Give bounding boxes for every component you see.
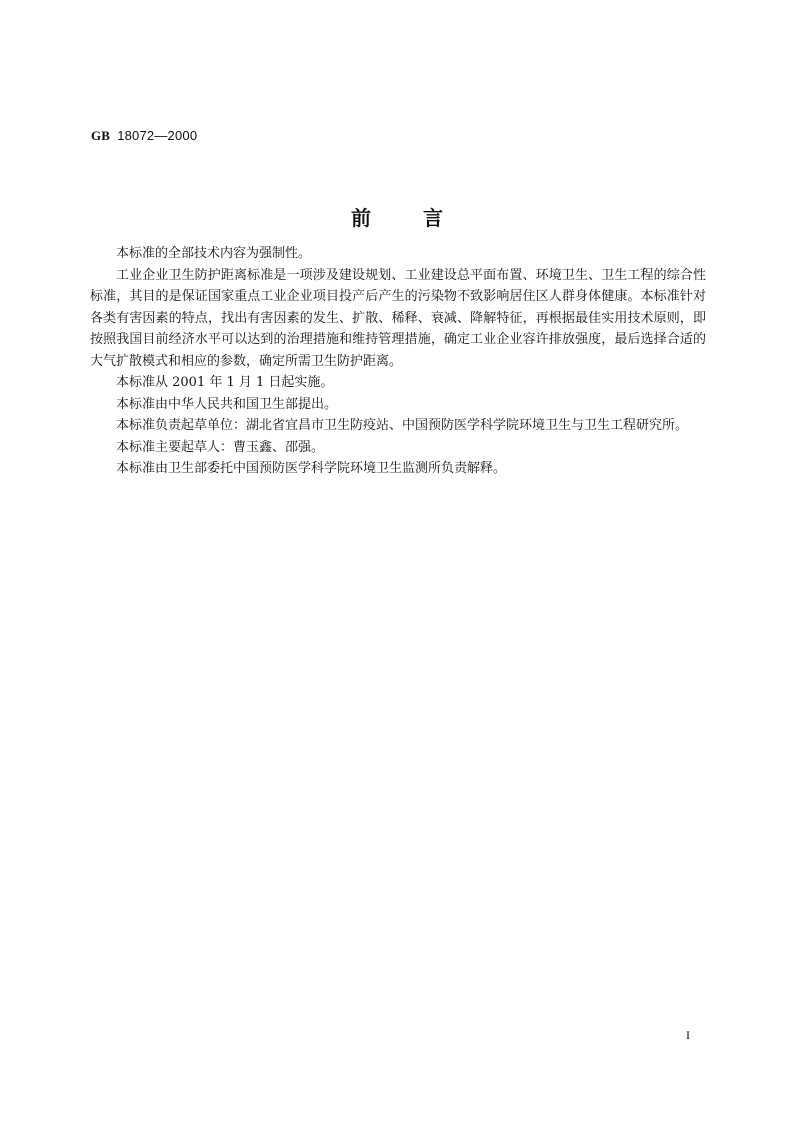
paragraph-mandatory: 本标准的全部技术内容为强制性。 <box>116 246 312 261</box>
standard-code <box>91 128 197 144</box>
page-title: 前言 <box>351 206 495 230</box>
paragraph-drafting-units: 本标准负责起草单位：湖北省宜昌市卫生防疫站、中国预防医学科学院环境卫生与卫生工程研究所。 <box>116 418 689 433</box>
paragraph-purpose: 工业企业卫生防护距离标准是一项涉及建设规划、工业建设总平面布置、环境卫生、卫生工程的综合性标准，其目的是保证国家重点工业企业项目投产后产生的污染物不致影响居住区人群身体健康。本标准针对各类有害因素的特点，找出有害因素的发生、扩散、稀释、衰减、降解特征，再根据最佳实用技术原则，即按照我国目前经济水平可以达到的治理措施和维持管理措施，确定工业企业容许排放强度，最后选择合适的大气扩散模式和相应的参数，确定所需卫生防护距离。 <box>90 267 706 369</box>
page-number: I <box>686 1028 690 1042</box>
paragraph-effective-date: 本标准从 2001 年 1 月 1 日起实施。 <box>116 375 334 390</box>
paragraph-interpretation: 本标准由卫生部委托中国预防医学科学院环境卫生监测所负责解释。 <box>116 461 507 476</box>
standard-prefix: GB <box>91 128 111 143</box>
foreword-body <box>90 243 706 480</box>
standard-number: 18072—2000 <box>117 128 198 143</box>
paragraph-proposer: 本标准由中华人民共和国卫生部提出。 <box>116 396 338 412</box>
paragraph-drafters: 本标准主要起草人：曹玉鑫、邵强。 <box>116 439 325 455</box>
